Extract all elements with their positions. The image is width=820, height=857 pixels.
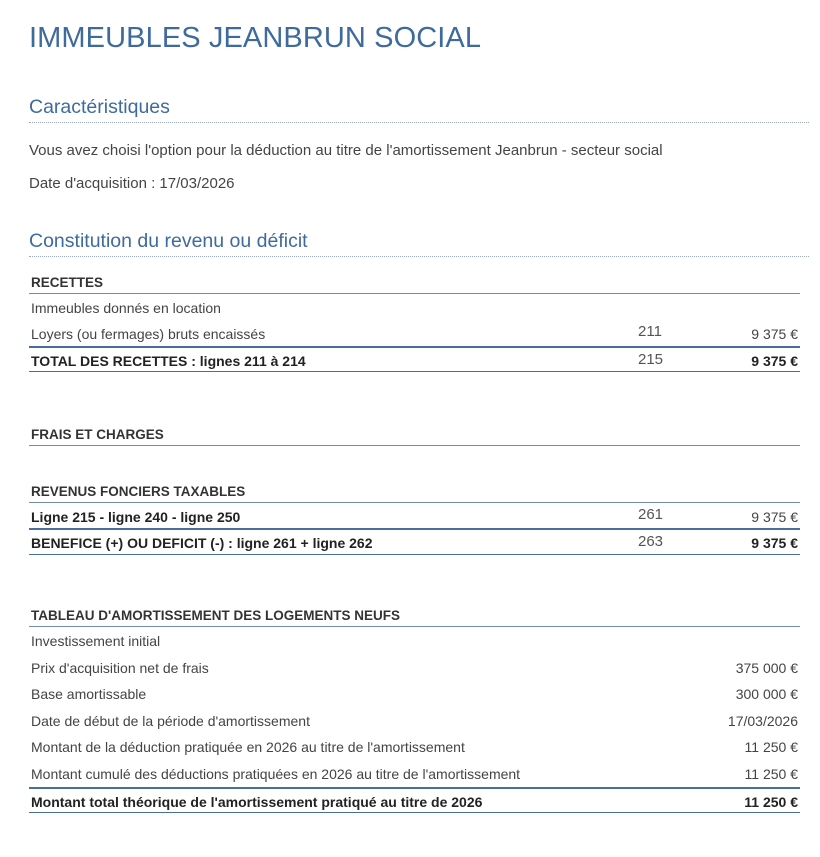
row-amount: 9 375 € bbox=[751, 509, 798, 525]
row-label: Montant de la déduction pratiquée en 2026 au titre de l'amortissement bbox=[31, 739, 465, 756]
row-label: Montant total théorique de l'amortissement pratiqué au titre de 2026 bbox=[31, 793, 483, 810]
acquisition-date-text: Date d'acquisition : 17/03/2026 bbox=[29, 175, 235, 192]
frais-table bbox=[29, 424, 800, 446]
table-row bbox=[29, 503, 800, 529]
table-row bbox=[29, 320, 800, 346]
row-amount: 375 000 € bbox=[735, 659, 798, 676]
row-code: 261 bbox=[638, 506, 664, 523]
row-amount: 11 250 € bbox=[744, 739, 798, 756]
section-heading-caracteristiques: Caractéristiques bbox=[29, 96, 809, 123]
row-amount: 11 250 € bbox=[744, 765, 798, 782]
row-amount: 300 000 € bbox=[735, 686, 798, 703]
recettes-table bbox=[29, 272, 800, 372]
row-label: TOTAL DES RECETTES : lignes 211 à 214 bbox=[31, 353, 306, 369]
revenus-total-row bbox=[29, 529, 800, 555]
revenus-table bbox=[29, 481, 800, 555]
row-code: 263 bbox=[638, 533, 664, 550]
row-label: Loyers (ou fermages) bruts encaissés bbox=[31, 326, 266, 342]
revenus-heading: REVENUS FONCIERS TAXABLES bbox=[29, 481, 800, 503]
recettes-total-row bbox=[29, 346, 800, 372]
table-row bbox=[29, 707, 800, 734]
row-code: 215 bbox=[638, 351, 664, 368]
row-label: Prix d'acquisition net de frais bbox=[31, 659, 209, 676]
table-row bbox=[29, 627, 800, 654]
table-row bbox=[29, 294, 800, 320]
amortissement-heading: TABLEAU D'AMORTISSEMENT DES LOGEMENTS NEUFS bbox=[29, 605, 800, 627]
recettes-heading: RECETTES bbox=[29, 272, 800, 294]
table-row bbox=[29, 654, 800, 681]
amortissement-total-row bbox=[29, 787, 800, 813]
row-label: Investissement initial bbox=[31, 633, 161, 649]
row-label: Date de début de la période d'amortissement bbox=[31, 712, 310, 729]
row-label: Immeubles donnés en location bbox=[31, 300, 221, 316]
row-label: Base amortissable bbox=[31, 686, 147, 703]
row-amount: 17/03/2026 bbox=[727, 712, 798, 729]
row-amount: 9 375 € bbox=[751, 535, 798, 551]
option-text: Vous avez choisi l'option pour la déduction au titre de l'amortissement Jeanbrun - secteur social bbox=[29, 142, 663, 159]
row-amount: 11 250 € bbox=[744, 793, 798, 810]
page-title: IMMEUBLES JEANBRUN SOCIAL bbox=[29, 22, 482, 54]
row-label: Montant cumulé des déductions pratiquées en 2026 au titre de l'amortissement bbox=[31, 765, 521, 782]
frais-heading: FRAIS ET CHARGES bbox=[29, 424, 800, 446]
row-label: BENEFICE (+) OU DEFICIT (-) : ligne 261 + ligne 262 bbox=[31, 535, 373, 551]
row-amount: 9 375 € bbox=[751, 326, 798, 342]
row-amount: 9 375 € bbox=[751, 353, 798, 369]
table-row bbox=[29, 680, 800, 707]
table-row bbox=[29, 760, 800, 787]
table-row bbox=[29, 733, 800, 760]
row-code: 211 bbox=[638, 323, 662, 340]
section-heading-constitution: Constitution du revenu ou déficit bbox=[29, 230, 809, 257]
row-label: Ligne 215 - ligne 240 - ligne 250 bbox=[31, 509, 241, 525]
amortissement-table bbox=[29, 605, 800, 813]
